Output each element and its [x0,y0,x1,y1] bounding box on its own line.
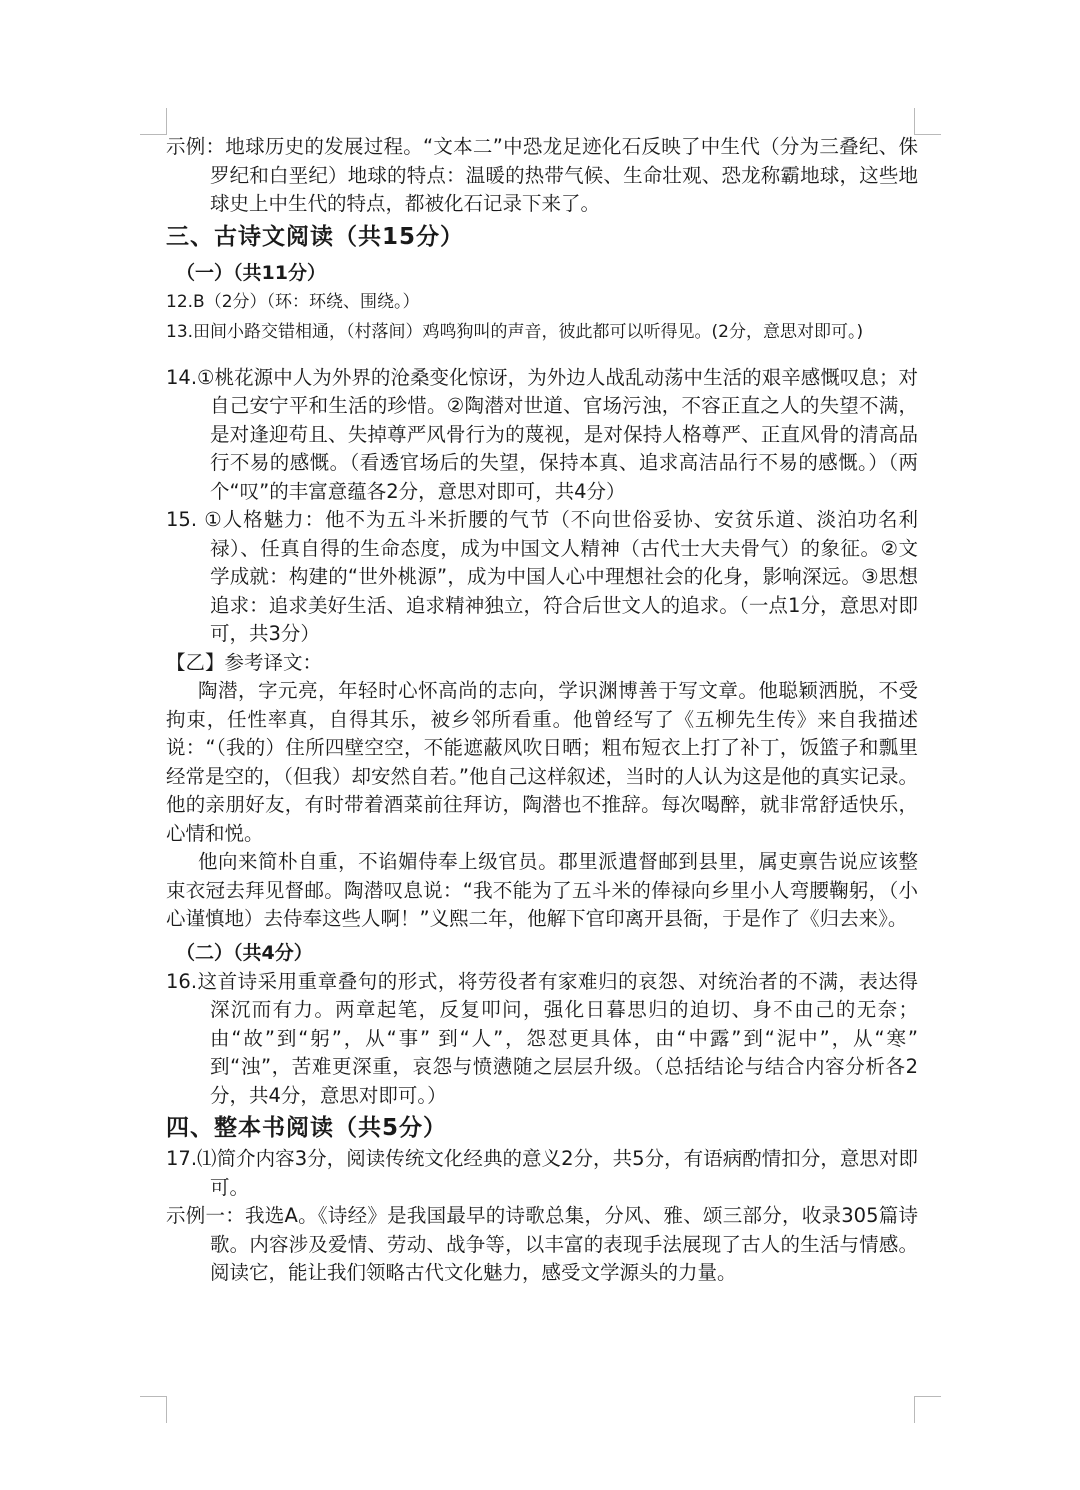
translation-label: 【乙】参考译文： [166,650,323,674]
crop-mark-bottom-right [914,1396,941,1423]
translation-paragraph-2: 他向来简朴自重，不谄媚侍奉上级官员。郡里派遣督邮到县里，属吏禀告说应该整束衣冠去拜见督邮。陶潜叹息说：“我不能为了五斗米的俸禄向乡里小人弯腰鞠躬，（小心谨慎地）去侍奉这些人啊！”义熙二年，他解下官印离开县衙，于是作了《归去来》。 [166,850,918,930]
answer-16: 16.这首诗采用重章叠句的形式，将劳役者有家难归的哀怨、对统治者的不满，表达得深沉而有力。两章起笔，反复叩问，强化日暮思归的迫切、身不由己的无奈；由“故”到“躬”，从“事” 到“人”，怨怼更具体，由“中露”到“泥中”，从“寒” 到“浊”，苦难更深重，哀怨与愤懑随之层层升级。（总括结论与结合内容分析各2分，共4分，意思对即可。） [166,969,918,1107]
answer-17: 17.⑴简介内容3分，阅读传统文化经典的意义2分，共5分，有语病酌情扣分，意思对即可。 [166,1147,918,1199]
crop-mark-bottom-left [140,1396,167,1423]
translation-paragraph-1: 陶潜，字元亮，年轻时心怀高尚的志向，学识渊博善于写文章。他聪颖洒脱，不受拘束，任性率真，自得其乐，被乡邻所看重。他曾经写了《五柳先生传》来自我描述说：“（我的）住所四壁空空，不能遮蔽风吹日晒；粗布短衣上打了补丁，饭篮子和瓢里经常是空的，（但我）却安然自若。”他自己这样叙述，当时的人认为这是他的真实记录。他的亲朋好友，有时带着酒菜前往拜访，陶潜也不推辞。每次喝醉，就非常舒适快乐，心情和悦。 [166,679,918,845]
answer-14: 14.①桃花源中人为外界的沧桑变化惊讶，为外边人战乱动荡中生活的艰辛感慨叹息；对自己安宁平和生活的珍惜。②陶潜对世道、官场污浊，不容正直之人的失望不满，是对逢迎苟且、失掉尊严风骨行为的蔑视，是对保持人格尊严、正直风骨的清高品行不易的感慨。（看透官场后的失望，保持本真、追求高洁品行不易的感慨。）（两个“叹”的丰富意蕴各2分，意思对即可，共4分） [166,365,918,503]
answer-15: 15. ①人格魅力：他不为五斗米折腰的气节（不向世俗妥协、安贫乐道、淡泊功名利禄）、任真自得的生命态度，成为中国文人精神（古代士大夫骨气）的象征。②文学成就：构建的“世外桃源”，成为中国人心中理想社会的化身，影响深远。③思想追求：追求美好生活、追求精神独立，符合后世文人的追求。（一点1分，意思对即可，共3分） [166,508,918,645]
section-4-title: 四、整本书阅读（共5分） [166,1115,448,1141]
example-answer: 示例：地球历史的发展过程。“文本二”中恐龙足迹化石反映了中生代（分为三叠纪、侏罗纪和白垩纪）地球的特点：温暖的热带气候、生命壮观、恐龙称霸地球，这些地球史上中生代的特点，都被化石记录下来了。 [166,135,918,215]
crop-mark-top-left [140,108,167,135]
page-content [166,133,918,1288]
answer-12: 12.B（2分）（环：环绕、围绕。） [166,291,420,312]
section-3-title: 三、古诗文阅读（共15分） [166,223,465,250]
example-one: 示例一：我选A。《诗经》是我国最早的诗歌总集，分风、雅、颂三部分，收录305篇诗歌。内容涉及爱情、劳动、战争等，以丰富的表现手法展现了古人的生活与情感。阅读它，能让我们领略古代文化魅力，感受文学源头的力量。 [166,1204,918,1284]
crop-mark-top-right [914,108,941,135]
answer-13: 13.田间小路交错相通，（村落间）鸡鸣狗叫的声音，彼此都可以听得见。(2分，意思对即可。) [166,322,864,342]
part-1-title: （一）（共11分） [176,261,326,284]
part-2-title: （二）（共4分） [176,941,313,964]
